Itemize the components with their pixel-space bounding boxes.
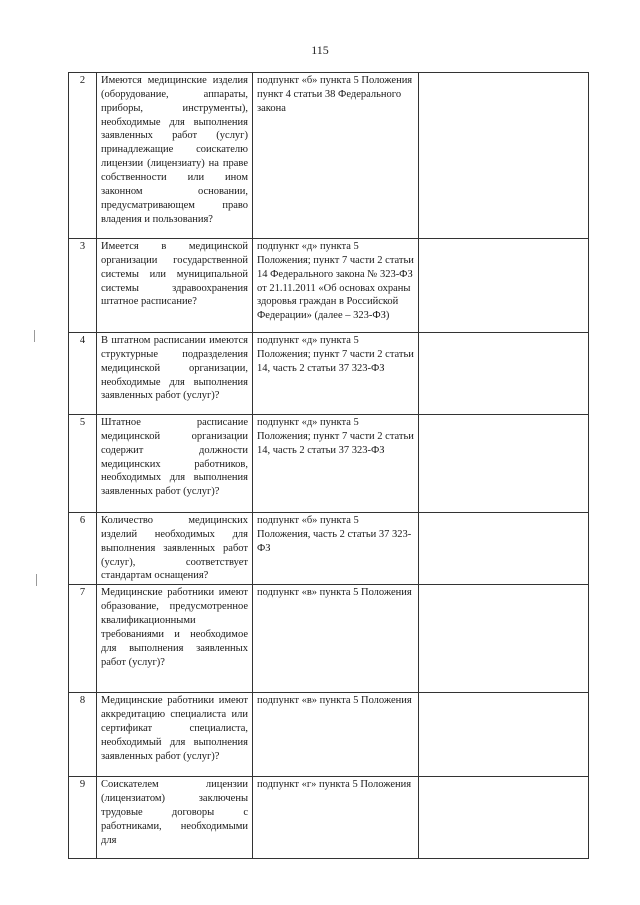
- answer-cell: [419, 693, 589, 777]
- legal-reference: подпункт «д» пункта 5 Положения; пункт 7 части 2 статьи 14, часть 2 статьи 37 323-ФЗ: [253, 415, 419, 513]
- table-row: [69, 415, 589, 513]
- row-number: 2: [69, 73, 97, 239]
- row-number: 9: [69, 777, 97, 859]
- legal-reference: подпункт «д» пункта 5 Положения; пункт 7 части 2 статьи 14, часть 2 статьи 37 323-ФЗ: [253, 333, 419, 415]
- answer-cell: [419, 777, 589, 859]
- requirement-question: Соискателем лицензии (лицензиатом) заключены трудовые договоры с работниками, необходимыми для: [97, 777, 253, 859]
- row-number: 7: [69, 585, 97, 693]
- table-row: [69, 513, 589, 585]
- requirement-question: Штатное расписание медицинской организации содержит должности медицинских работников, необходимых для выполнения заявленных работ (услуг)?: [97, 415, 253, 513]
- legal-reference: подпункт «г» пункта 5 Положения: [253, 777, 419, 859]
- row-number: 3: [69, 239, 97, 333]
- scan-mark: [34, 330, 35, 342]
- row-number: 5: [69, 415, 97, 513]
- answer-cell: [419, 415, 589, 513]
- table-row: [69, 585, 589, 693]
- requirement-question: Имеется в медицинской организации государственной системы или муниципальной системы здравоохранения штатное расписание?: [97, 239, 253, 333]
- table-row: [69, 239, 589, 333]
- answer-cell: [419, 333, 589, 415]
- answer-cell: [419, 239, 589, 333]
- requirement-question: Медицинские работники имеют образование, предусмотренное квалификационными требованиями и необходимое для выполнения заявленных работ (услуг)?: [97, 585, 253, 693]
- requirement-question: Количество медицинских изделий необходимых для выполнения заявленных работ (услуг), соответствует стандартам оснащения?: [97, 513, 253, 585]
- page-number: 115: [311, 43, 329, 57]
- table-row: [69, 333, 589, 415]
- table-row: [69, 693, 589, 777]
- requirement-question: В штатном расписании имеются структурные подразделения медицинской организации, необходимые для выполнения заявленных работ (услуг)?: [97, 333, 253, 415]
- answer-cell: [419, 513, 589, 585]
- table-row: [69, 777, 589, 859]
- row-number: 4: [69, 333, 97, 415]
- legal-reference: подпункт «б» пункта 5 Положения, часть 2 статьи 37 323-ФЗ: [253, 513, 419, 585]
- legal-reference: подпункт «в» пункта 5 Положения: [253, 585, 419, 693]
- legal-reference: подпункт «в» пункта 5 Положения: [253, 693, 419, 777]
- table-row: [69, 73, 589, 239]
- answer-cell: [419, 585, 589, 693]
- legal-reference: подпункт «б» пункта 5 Положения пункт 4 статьи 38 Федерального закона: [253, 73, 419, 239]
- row-number: 6: [69, 513, 97, 585]
- requirement-question: Медицинские работники имеют аккредитацию специалиста или сертификат специалиста, необходимый для выполнения заявленных работ (услуг)?: [97, 693, 253, 777]
- answer-cell: [419, 73, 589, 239]
- scan-mark: [36, 574, 37, 586]
- row-number: 8: [69, 693, 97, 777]
- requirements-table: [68, 72, 589, 859]
- requirement-question: Имеются медицинские изделия (оборудование, аппараты, приборы, инструменты), необходимые для выполнения заявленных работ (услуг) принадлежащие соискателю лицензии (лицензиату) на праве собственности или ином законном основании, предусматривающем право владения и пользования?: [97, 73, 253, 239]
- legal-reference: подпункт «д» пункта 5 Положения; пункт 7 части 2 статьи 14 Федерального закона № 323-ФЗ от 21.11.2011 «Об основах охраны здоровья граждан в Российской Федерации» (далее – 323-ФЗ): [253, 239, 419, 333]
